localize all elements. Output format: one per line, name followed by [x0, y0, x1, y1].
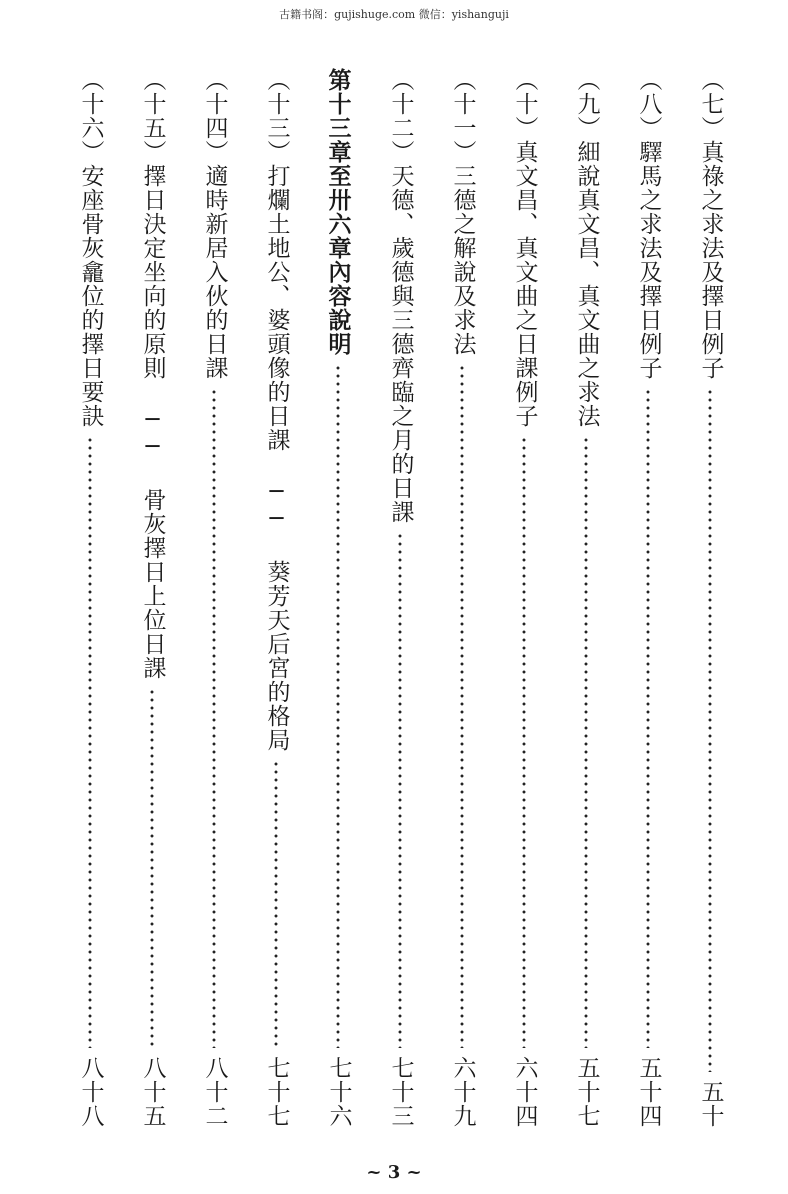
toc-entry-13[interactable] [256, 68, 296, 1128]
toc-entry-14[interactable] [194, 68, 234, 1128]
toc-entry-16[interactable] [70, 68, 110, 1128]
toc-entry-title: （八）驛馬之求法及擇日例子 [635, 68, 662, 380]
page-number: ~ 3 ~ [366, 1162, 422, 1183]
toc-entry-15[interactable] [132, 68, 172, 1128]
toc-entry-title: （十）真文昌、真文曲之日課例子 [511, 68, 538, 428]
toc-entry-12[interactable] [380, 68, 420, 1128]
watermark: 古籍书阁：gujishuge.com 微信：yishanguji [279, 8, 509, 21]
dot-leader [522, 436, 526, 1048]
toc-entry-8[interactable] [628, 68, 668, 1128]
dot-leader [646, 388, 650, 1048]
dot-leader [336, 364, 340, 1048]
toc-entry-title: （十三）打爛土地公、婆頭像的日課 ── 葵芳天后宮的格局 [263, 68, 290, 752]
dot-leader [88, 436, 92, 1048]
toc-entry-title: （九）細說真文昌、真文曲之求法 [573, 68, 600, 428]
toc-entry-page: 八十八 [77, 1056, 104, 1128]
dot-leader [460, 364, 464, 1048]
toc-entry-title: （十四）適時新居入伙的日課 [201, 68, 228, 380]
dot-leader [584, 436, 588, 1048]
table-of-contents [70, 68, 730, 1128]
dot-leader [274, 760, 278, 1048]
toc-entry-page: 八十五 [139, 1056, 166, 1128]
toc-entry-10[interactable] [504, 68, 544, 1128]
toc-entry-page: 七十七 [263, 1056, 290, 1128]
dot-leader [150, 688, 154, 1048]
toc-entry-title: （十六）安座骨灰龕位的擇日要訣 [77, 68, 104, 428]
toc-entry-title: （七）真祿之求法及擇日例子 [697, 68, 724, 380]
toc-entry-title: （十五）擇日決定坐向的原則 ── 骨灰擇日上位日課 [139, 68, 166, 680]
toc-entry-page: 八十二 [201, 1056, 228, 1128]
toc-entry-7[interactable] [690, 68, 730, 1128]
dot-leader [398, 532, 402, 1048]
toc-entry-title: （十二）天德、歲德與三德齊臨之月的日課 [387, 68, 414, 524]
toc-entry-title: 第十三章至卅六章內容說明 [324, 68, 352, 356]
toc-entry-page: 七十三 [387, 1056, 414, 1128]
dot-leader [708, 388, 712, 1072]
toc-entry-9[interactable] [566, 68, 606, 1128]
toc-entry-page: 五十四 [635, 1056, 662, 1128]
toc-entry-page: 六十九 [449, 1056, 476, 1128]
toc-entry-title: （十一）三德之解說及求法 [449, 68, 476, 356]
toc-entry-page: 六十四 [511, 1056, 538, 1128]
toc-entry-page: 五十 [697, 1080, 724, 1128]
toc-entry-page: 七十六 [325, 1056, 352, 1128]
toc-entry-page: 五十七 [573, 1056, 600, 1128]
dot-leader [212, 388, 216, 1048]
toc-entry-11[interactable] [442, 68, 482, 1128]
toc-chapter-heading[interactable] [318, 68, 358, 1128]
